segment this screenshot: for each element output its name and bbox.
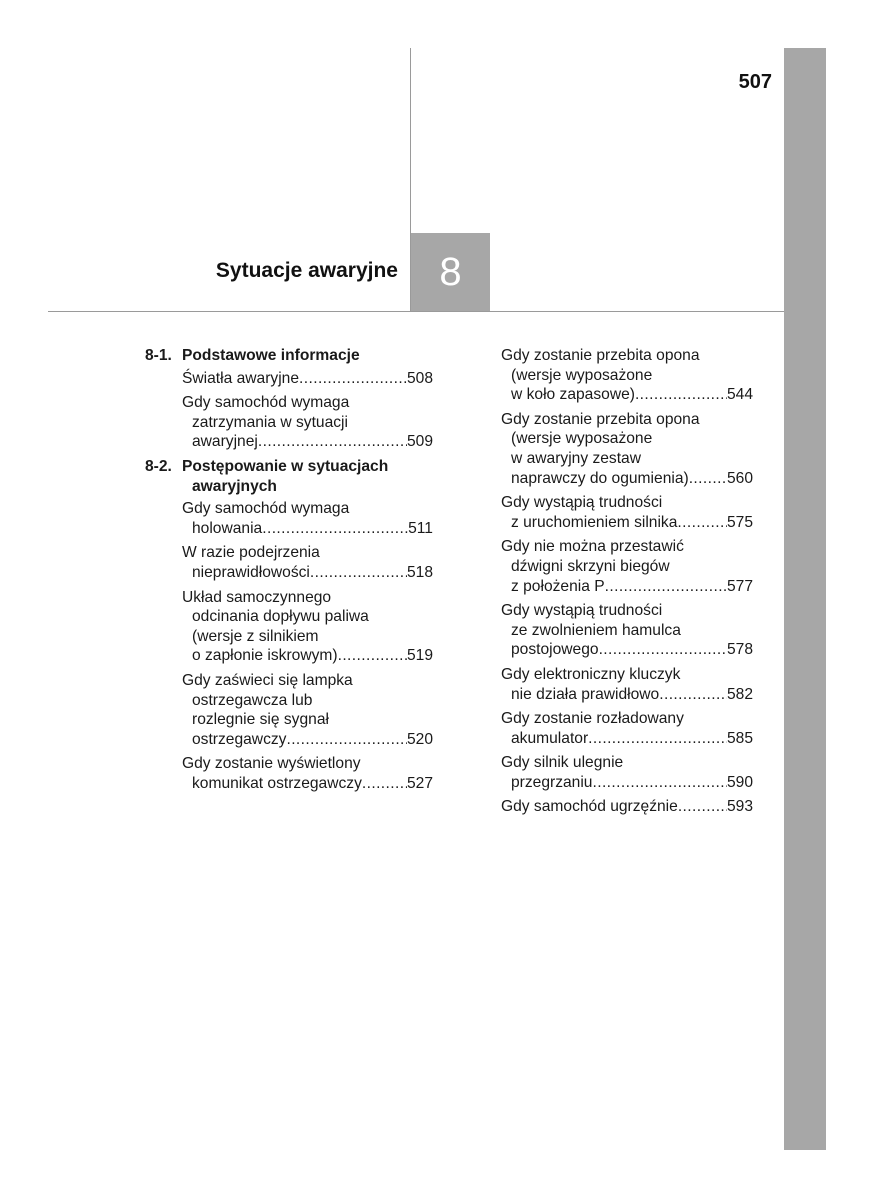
toc-entry[interactable] <box>501 709 753 748</box>
toc-entry[interactable] <box>145 588 433 666</box>
toc-page-number[interactable]: 560 <box>726 469 753 487</box>
toc-entry-text: awaryjnej <box>192 433 258 451</box>
toc-entry-line: (wersje wyposażone <box>511 430 653 448</box>
toc-entry-last-line <box>501 797 753 817</box>
section-title <box>182 457 388 496</box>
toc-entry-last-line <box>182 432 433 452</box>
dot-leader <box>262 519 408 539</box>
dot-leader <box>588 729 727 749</box>
toc-entry-text: postojowego <box>511 641 599 659</box>
chapter-number: 8 <box>439 249 462 294</box>
toc-entry-last-line <box>501 640 753 660</box>
toc-entry-text: akumulator <box>511 729 589 747</box>
toc-entry-last-line <box>501 577 753 597</box>
toc-entry-text: komunikat ostrzegawczy <box>192 774 362 792</box>
toc-entry-line: (wersje wyposażone <box>511 366 653 384</box>
toc-entry-line: Gdy zostanie przebita opona <box>501 410 700 428</box>
toc-entry-text: o zapłonie iskrowym) <box>192 647 338 665</box>
section-title-line: awaryjnych <box>192 477 277 495</box>
section-number: 8-2. <box>145 457 172 475</box>
dot-leader <box>678 797 727 817</box>
dot-leader <box>605 577 727 597</box>
toc-entry-last-line <box>182 369 433 389</box>
toc-page-number[interactable]: 585 <box>726 729 753 747</box>
toc-entry-last-line <box>501 773 753 793</box>
toc-entry-text: w koło zapasowe) <box>511 386 635 404</box>
toc-page-number[interactable]: 577 <box>726 577 753 595</box>
toc-entry-line: w awaryjny zestaw <box>511 449 641 467</box>
chapter-side-tab <box>784 48 826 1150</box>
toc-entry-line: Gdy zostanie rozładowany <box>501 710 684 728</box>
toc-entry[interactable] <box>501 410 753 488</box>
toc-page-number[interactable]: 544 <box>726 386 753 404</box>
toc-page-number[interactable]: 578 <box>726 641 753 659</box>
toc-entry-text: przegrzaniu <box>511 773 593 791</box>
toc-entry-line: Gdy nie można przestawić <box>501 538 684 556</box>
toc-entry-text: nieprawidłowości <box>192 563 310 581</box>
section-number: 8-1. <box>145 347 172 364</box>
toc-page-number[interactable]: 527 <box>406 774 433 792</box>
toc-page-number[interactable]: 508 <box>406 369 433 387</box>
toc-entry-last-line <box>182 774 433 794</box>
toc-page-number[interactable]: 590 <box>726 773 753 791</box>
toc-entry-text: nie działa prawidłowo <box>511 685 660 703</box>
dot-leader <box>286 730 407 750</box>
section-title <box>182 346 360 366</box>
toc-entry-line: Układ samoczynnego <box>182 588 332 606</box>
toc-page-number[interactable]: 519 <box>406 647 433 665</box>
dot-leader <box>677 513 727 533</box>
toc-entry-last-line <box>182 563 433 583</box>
dot-leader <box>689 469 727 489</box>
toc-entry-last-line <box>501 685 753 705</box>
toc-entry-line: Gdy zaświeci się lampka <box>182 671 353 689</box>
toc-entry-text: Gdy samochód ugrzęźnie <box>501 798 678 816</box>
toc-entry-line: ostrzegawcza lub <box>192 691 313 709</box>
toc-entry[interactable] <box>145 754 433 793</box>
dot-leader <box>362 774 407 794</box>
toc-entry-line: Gdy samochód wymaga <box>182 394 350 412</box>
toc-entry-line: rozlegnie się sygnał <box>192 711 329 729</box>
toc-entry-line: Gdy wystąpią trudności <box>501 494 663 512</box>
toc-entry[interactable] <box>501 665 753 704</box>
dot-leader <box>599 640 727 660</box>
toc-entry-line: Gdy elektroniczny kluczyk <box>501 665 681 683</box>
toc-entry[interactable] <box>501 753 753 792</box>
toc-page-number[interactable]: 582 <box>726 685 753 703</box>
toc-right-column <box>501 346 753 817</box>
toc-entry-last-line <box>501 469 753 489</box>
toc-entry[interactable] <box>145 369 433 389</box>
toc-entry-line: zatrzymania w sytuacji <box>192 413 348 431</box>
toc-entry-line: W razie podejrzenia <box>182 544 320 562</box>
toc-entry-last-line <box>182 519 433 539</box>
toc-entry[interactable] <box>145 671 433 749</box>
toc-entry-text: z położenia P <box>511 577 605 595</box>
toc-entry-line: dźwigni skrzyni biegów <box>511 557 670 575</box>
page-number: 507 <box>738 71 772 93</box>
toc-entry-text: z uruchomieniem silnika <box>511 513 678 531</box>
toc-page-number[interactable]: 593 <box>726 798 753 816</box>
toc-entry-text: naprawczy do ogumienia) <box>511 469 689 487</box>
toc-entry-line: Gdy zostanie przebita opona <box>501 347 700 364</box>
dot-leader <box>659 685 727 705</box>
toc-entry-text: holowania <box>192 519 263 537</box>
toc-left-column <box>145 346 433 793</box>
toc-entry[interactable] <box>145 543 433 582</box>
dot-leader <box>338 646 407 666</box>
toc-entry[interactable] <box>501 346 753 405</box>
toc-entry-line: Gdy wystąpią trudności <box>501 602 663 620</box>
toc-page-number[interactable]: 575 <box>726 513 753 531</box>
toc-entry-line: odcinania dopływu paliwa <box>192 608 369 626</box>
dot-leader <box>299 369 407 389</box>
section-heading <box>145 346 433 366</box>
toc-entry-last-line <box>182 730 433 750</box>
toc-page-number[interactable]: 520 <box>406 730 433 748</box>
toc-entry-text: Światła awaryjne <box>182 369 300 387</box>
toc-entry-last-line <box>182 646 433 666</box>
toc-entry-line: Gdy silnik ulegnie <box>501 754 624 772</box>
toc-entry[interactable] <box>145 393 433 452</box>
toc-entry-line: ze zwolnieniem hamulca <box>511 621 681 639</box>
toc-entry[interactable] <box>145 499 433 538</box>
toc-entry-line: Gdy samochód wymaga <box>182 500 350 518</box>
horizontal-divider <box>48 311 784 312</box>
toc-entry-last-line <box>501 385 753 405</box>
toc-entry[interactable] <box>501 493 753 532</box>
toc-entry[interactable] <box>501 537 753 596</box>
toc-entry-line: (wersje z silnikiem <box>192 627 319 645</box>
section-title-line: Postępowanie w sytuacjach <box>182 457 389 475</box>
dot-leader <box>592 773 726 793</box>
toc-entry-line: Gdy zostanie wyświetlony <box>182 755 361 773</box>
toc-page-number[interactable]: 518 <box>406 563 433 581</box>
toc-page-number[interactable]: 511 <box>408 519 433 537</box>
section-title-line: Podstawowe informacje <box>182 347 360 364</box>
chapter-number-box <box>411 233 490 311</box>
toc-page-number[interactable]: 509 <box>406 433 433 451</box>
toc-entry-text: ostrzegawczy <box>192 730 287 748</box>
toc-entry-last-line <box>501 513 753 533</box>
dot-leader <box>635 385 727 405</box>
section-heading <box>145 457 433 496</box>
toc-entry-last-line <box>501 729 753 749</box>
toc-entry[interactable] <box>501 601 753 660</box>
dot-leader <box>258 432 407 452</box>
toc-entry[interactable] <box>501 797 753 817</box>
dot-leader <box>310 563 407 583</box>
chapter-title: Sytuacje awaryjne <box>215 259 398 282</box>
